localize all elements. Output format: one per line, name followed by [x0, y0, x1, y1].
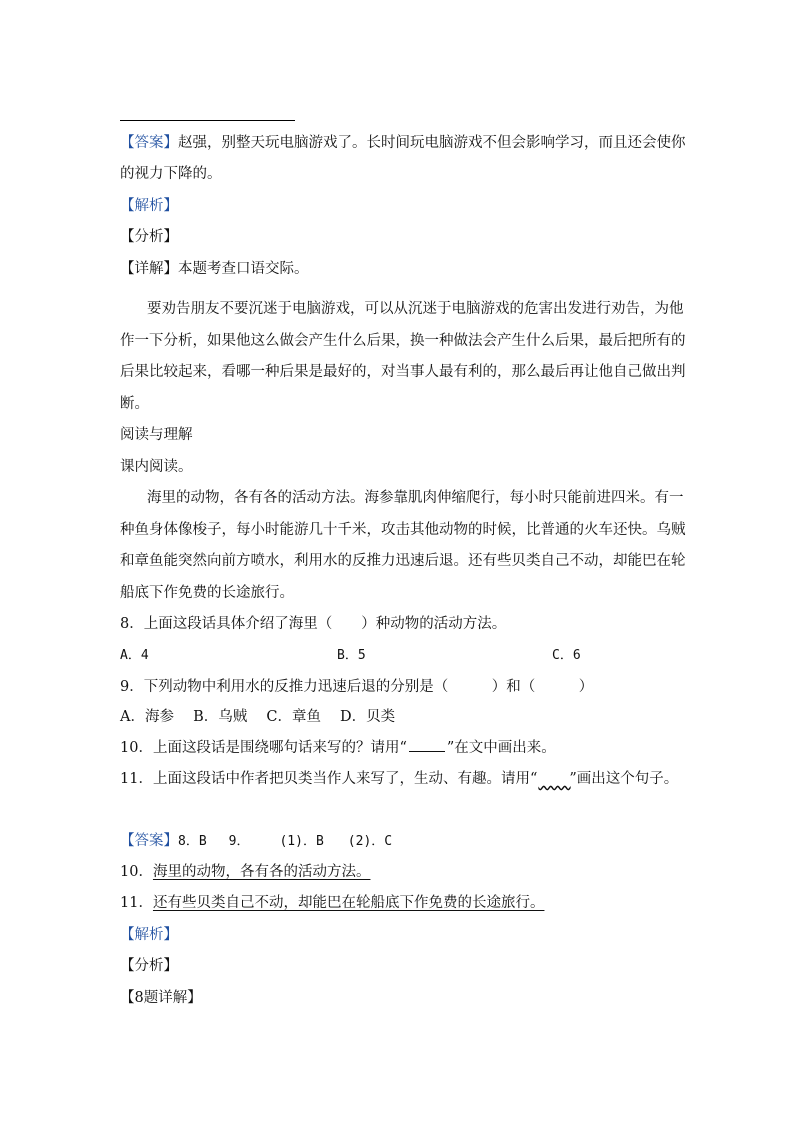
question-11 [120, 769, 678, 789]
q11-text-before: 11．上面这段话中作者把贝类当作人来写了，生动、有趣。请用“ [120, 771, 538, 787]
answer-line-1 [120, 133, 686, 153]
jiexi-label-2: 【解析】 [120, 927, 178, 943]
answer-text: 赵强，别整天玩电脑游戏了。长时间玩电脑游戏不但会影响学习，而且还会使你 [178, 135, 686, 151]
xiangjie-line [120, 259, 309, 279]
answer-tag: 【答案】 [120, 135, 178, 151]
answer-line-2: 的视力下降的。 [120, 166, 222, 182]
explain-line: 后果比较起来，看哪一种后果是最好的，对当事人最有利的，那么最后再让他自己做出判 [120, 364, 686, 380]
answer-8: 8．B [178, 834, 207, 849]
question-8: 8．上面这段话具体介绍了海里（ ）种动物的活动方法。 [120, 616, 507, 632]
answer-10-text: 海里的动物，各有各的活动方法。 [152, 864, 371, 880]
answer-9-part1: (1)．B [279, 834, 324, 849]
answer-11-text: 还有些贝类自己不动，却能巴在轮船底下作免费的长途旅行。 [152, 895, 545, 911]
answer2-tag: 【答案】 [120, 833, 178, 849]
explain-line: 断。 [120, 396, 149, 412]
q10-text-after: ”在文中画出来。 [446, 740, 556, 756]
wavy-underline-sample [538, 769, 568, 781]
q8-option-a: A．4 [120, 648, 149, 663]
question-9: 9．下列动物中利用水的反推力迅速后退的分别是（ ）和（ ） [120, 679, 594, 695]
answer-10-num: 10． [120, 864, 153, 880]
section-subtitle: 课内阅读。 [120, 459, 193, 475]
passage-line: 种鱼身体像梭子，每小时能游几十千米，攻击其他动物的时候，比普通的火车还快。乌贼 [120, 522, 686, 538]
top-rule [120, 120, 295, 121]
q8-option-c: C．6 [552, 648, 581, 663]
answer-9-part2: (2)．C [347, 834, 393, 849]
q8-detail-label: 【8题详解】 [120, 990, 202, 1006]
fenxi-label-2: 【分析】 [120, 958, 178, 974]
q10-text-before: 10．上面这段话是围绕哪句话来写的？请用“ [120, 740, 407, 756]
passage-line: 和章鱼能突然向前方喷水，利用水的反推力迅速后退。还有些贝类自己不动，却能巴在轮 [120, 553, 686, 569]
q8-option-b: B．5 [337, 648, 366, 663]
answer-11-line [120, 893, 544, 913]
explain-line: 作一下分析，如果他这么做会产生什么后果，换一种做法会产生什么后果，最后把所有的 [120, 333, 686, 349]
question-10 [120, 738, 556, 758]
straight-underline-sample [409, 739, 445, 752]
fenxi-label: 【分析】 [120, 229, 178, 245]
passage-line: 船底下作免费的长途旅行。 [120, 585, 294, 601]
answer-10-line [120, 862, 370, 882]
answer-9-num: 9． [228, 834, 250, 849]
q11-text-after: ”画出这个句子。 [569, 771, 679, 787]
xiangjie-tag: 【详解】 [120, 261, 178, 277]
jiexi-label: 【解析】 [120, 198, 178, 214]
answer2-line [120, 831, 392, 852]
passage-line: 海里的动物，各有各的活动方法。海参靠肌肉伸缩爬行，每小时只能前进四米。有一 [147, 490, 684, 506]
q9-options: A．海参 B．乌贼 C．章鱼 D．贝类 [120, 709, 396, 725]
xiangjie-text: 本题考查口语交际。 [178, 261, 309, 277]
section-title: 阅读与理解 [120, 427, 193, 443]
explain-line: 要劝告朋友不要沉迷于电脑游戏，可以从沉迷于电脑游戏的危害出发进行劝告，为他 [147, 301, 684, 317]
answer-11-num: 11． [120, 895, 153, 911]
